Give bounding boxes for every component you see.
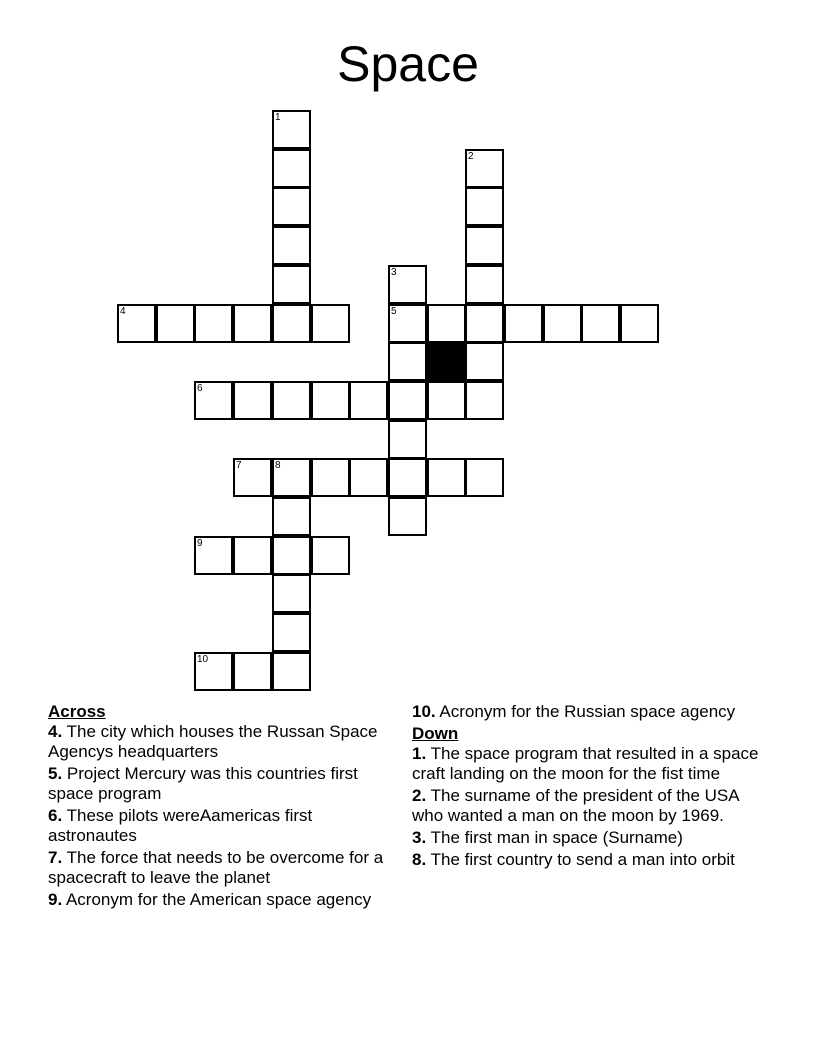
clue-text: The surname of the president of the USA who wanted a man on the moon by 1969.	[412, 786, 739, 825]
grid-cell[interactable]	[465, 304, 504, 343]
grid-cell[interactable]	[311, 536, 350, 575]
cell-number: 6	[197, 383, 203, 394]
cell-number: 8	[275, 460, 281, 471]
clue-number: 5.	[48, 764, 63, 783]
clue-text: The city which houses the Russan Space Agencys headquarters	[48, 722, 378, 761]
clue-number: 2.	[412, 786, 427, 805]
across-clue-4	[48, 722, 398, 762]
clue-text: Project Mercury was this countries first space program	[48, 764, 358, 803]
clue-number: 3.	[412, 828, 427, 847]
clues-left-column	[48, 702, 398, 912]
across-clue-7	[48, 848, 398, 888]
grid-cell[interactable]	[194, 652, 233, 691]
grid-cell[interactable]	[272, 304, 311, 343]
clue-text: The first country to send a man into orbit	[426, 850, 735, 869]
grid-cell[interactable]	[349, 381, 388, 420]
clue-text: Acronym for the Russian space agency	[435, 702, 736, 721]
down-clue-1	[412, 744, 772, 784]
grid-cell[interactable]	[388, 381, 427, 420]
clue-number: 1.	[412, 744, 427, 763]
across-clue-9	[48, 890, 398, 910]
down-clue-8	[412, 850, 772, 870]
clue-text: The space program that resulted in a space craft landing on the moon for the fist time	[412, 744, 759, 783]
grid-cell[interactable]	[543, 304, 582, 343]
grid-cell[interactable]	[388, 497, 427, 536]
grid-cell[interactable]	[388, 458, 427, 497]
cell-number: 3	[391, 267, 397, 278]
cell-number: 9	[197, 538, 203, 549]
grid-cell[interactable]	[272, 497, 311, 536]
grid-cell[interactable]	[233, 381, 272, 420]
grid-cell[interactable]	[427, 458, 466, 497]
grid-cell[interactable]	[388, 342, 427, 381]
cell-number: 1	[275, 112, 281, 123]
grid-cell[interactable]	[233, 536, 272, 575]
grid-cell[interactable]	[388, 265, 427, 304]
grid-cell[interactable]	[388, 304, 427, 343]
grid-cell[interactable]	[311, 381, 350, 420]
clue-number: 6.	[48, 806, 63, 825]
grid-cell[interactable]	[272, 574, 311, 613]
clue-number: 10.	[412, 702, 436, 721]
grid-cell[interactable]	[465, 381, 504, 420]
puzzle-title: Space	[337, 36, 479, 92]
grid-cell[interactable]	[427, 304, 466, 343]
clues-right-column	[412, 702, 772, 872]
across-clue-6	[48, 806, 398, 846]
grid-cell[interactable]	[272, 265, 311, 304]
grid-cell[interactable]	[272, 458, 311, 497]
grid-cell[interactable]	[272, 149, 311, 188]
cell-number: 7	[236, 460, 242, 471]
clue-number: 8.	[412, 850, 427, 869]
grid-block-cell	[427, 342, 466, 381]
grid-cell[interactable]	[194, 381, 233, 420]
grid-cell[interactable]	[194, 304, 233, 343]
grid-cell[interactable]	[272, 381, 311, 420]
grid-cell[interactable]	[156, 304, 195, 343]
across-heading: Across	[48, 702, 106, 721]
grid-cell[interactable]	[311, 304, 350, 343]
grid-cell[interactable]	[272, 613, 311, 652]
grid-cell[interactable]	[427, 381, 466, 420]
grid-cell[interactable]	[272, 226, 311, 265]
grid-cell[interactable]	[272, 187, 311, 226]
grid-cell[interactable]	[194, 536, 233, 575]
grid-cell[interactable]	[388, 420, 427, 459]
down-clue-3	[412, 828, 772, 848]
cell-number: 5	[391, 306, 397, 317]
grid-cell[interactable]	[620, 304, 659, 343]
grid-cell[interactable]	[233, 652, 272, 691]
grid-cell[interactable]	[465, 458, 504, 497]
grid-cell[interactable]	[581, 304, 620, 343]
grid-cell[interactable]	[349, 458, 388, 497]
grid-cell[interactable]	[311, 458, 350, 497]
grid-cell[interactable]	[465, 342, 504, 381]
grid-cell[interactable]	[233, 304, 272, 343]
clue-text: The first man in space (Surname)	[426, 828, 683, 847]
down-heading: Down	[412, 724, 459, 743]
clue-number: 4.	[48, 722, 63, 741]
grid-cell[interactable]	[272, 110, 311, 149]
clue-text: The force that needs to be overcome for a spacecraft to leave the planet	[48, 848, 384, 887]
across-clue-10	[412, 702, 772, 722]
cell-number: 4	[120, 306, 126, 317]
cell-number: 10	[197, 654, 209, 665]
grid-cell[interactable]	[465, 187, 504, 226]
clue-number: 9.	[48, 890, 63, 909]
grid-cell[interactable]	[504, 304, 543, 343]
down-clue-2	[412, 786, 772, 826]
grid-cell[interactable]	[465, 149, 504, 188]
grid-cell[interactable]	[465, 265, 504, 304]
grid-cell[interactable]	[272, 536, 311, 575]
grid-cell[interactable]	[272, 652, 311, 691]
clue-text: These pilots wereAamericas first astronautes	[48, 806, 313, 845]
grid-cell[interactable]	[233, 458, 272, 497]
grid-cell[interactable]	[117, 304, 156, 343]
clue-text: Acronym for the American space agency	[62, 890, 372, 909]
clue-number: 7.	[48, 848, 63, 867]
cell-number: 2	[468, 151, 474, 162]
across-clue-5	[48, 764, 398, 804]
grid-cell[interactable]	[465, 226, 504, 265]
